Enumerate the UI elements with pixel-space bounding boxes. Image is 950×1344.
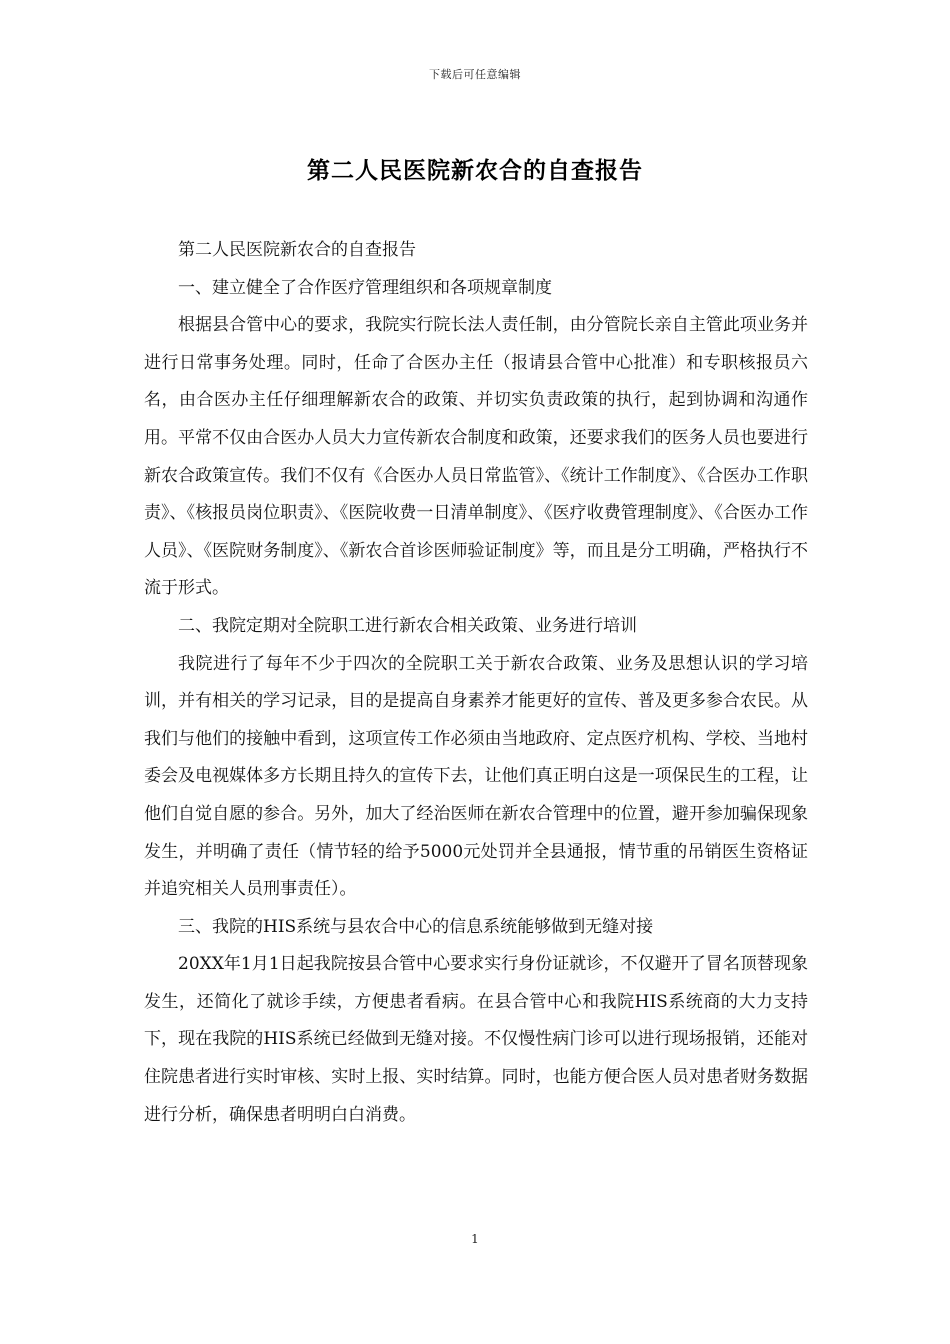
section-heading-1: 一、建立健全了合作医疗管理组织和各项规章制度	[178, 277, 552, 298]
section-heading-2: 二、我院定期对全院职工进行新农合相关政策、业务进行培训	[178, 615, 637, 636]
subtitle-paragraph: 第二人民医院新农合的自查报告	[178, 240, 416, 260]
section-heading-3: 三、我院的HIS系统与县农合中心的信息系统能够做到无缝对接	[178, 916, 654, 937]
body-paragraph-1: 根据县合管中心的要求，我院实行院长法人责任制，由分管院长亲自主管此项业务并进行日常事务处理。同时，任命了合医办主任（报请县合管中心批准）和专职核报员六名，由合医办主任仔细理解新农合的政策、并切实负责政策的执行，起到协调和沟通作用。平常不仅由合医办人员大力宣传新农合制度和政策，还要求我们的医务人员也要进行新农合政策宣传。我们不仅有《合医办人员日常监管》、《统计工作制度》、《合医办工作职责》、《核报员岗位职责》、《医院收费一日清单制度》、《医疗收费管理制度》、《合医办工作人员》、《医院财务制度》、《新农合首诊医师验证制度》等，而且是分工明确，严格执行不流于形式。	[144, 315, 808, 599]
page-number: 1	[471, 1232, 479, 1246]
document-title: 第二人民医院新农合的自查报告	[307, 157, 643, 184]
body-paragraph-3: 20XX年1月1日起我院按县合管中心要求实行身份证就诊，不仅避开了冒名顶替现象发生，还简化了就诊手续，方便患者看病。在县合管中心和我院HIS系统商的大力支持下，现在我院的HIS系统已经做到无缝对接。不仅慢性病门诊可以进行现场报销，还能对住院患者进行实时审核、实时上报、实时结算。同时，也能方便合医人员对患者财务数据进行分析，确保患者明明白白消费。	[144, 954, 808, 1125]
document-body	[144, 232, 808, 1134]
header-note: 下载后可任意编辑	[429, 68, 521, 81]
body-paragraph-2: 我院进行了每年不少于四次的全院职工关于新农合政策、业务及思想认识的学习培训，并有相关的学习记录，目的是提高自身素养才能更好的宣传、普及更多参合农民。从我们与他们的接触中看到，这项宣传工作必须由当地政府、定点医疗机构、学校、当地村委会及电视媒体多方长期且持久的宣传下去，让他们真正明白这是一项保民生的工程，让他们自觉自愿的参合。另外，加大了经治医师在新农合管理中的位置，避开参加骗保现象发生，并明确了责任（情节轻的给予5000元处罚并全县通报，情节重的吊销医生资格证并追究相关人员刑事责任）。	[144, 653, 808, 900]
